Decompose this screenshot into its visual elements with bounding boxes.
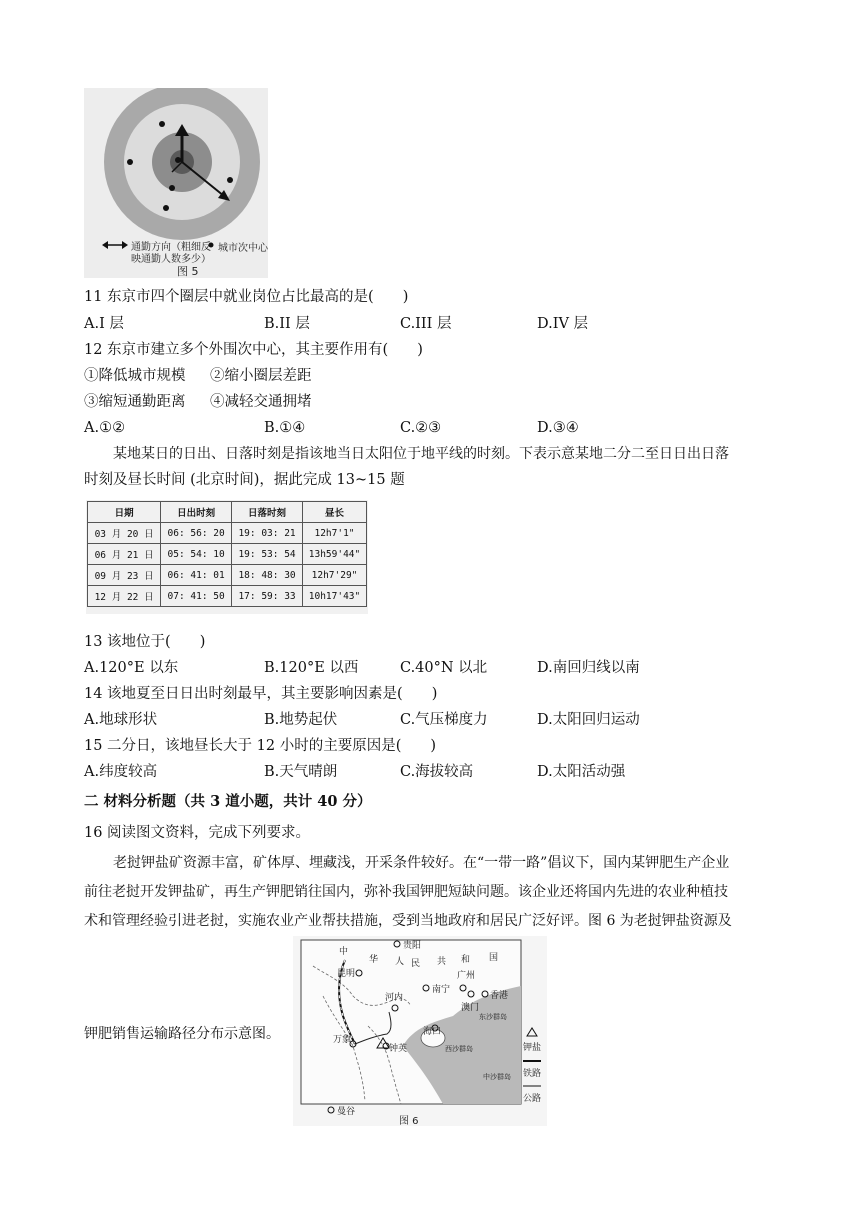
table-cell: 06 月 21 日 xyxy=(88,544,161,565)
table-cell: 03 月 20 日 xyxy=(88,523,161,544)
figure-6-caption: 图 6 xyxy=(399,1116,419,1127)
table-row xyxy=(88,544,367,565)
map-label-bangkok: 曼谷 xyxy=(337,1107,356,1117)
q11-option-a[interactable]: A.I 层 xyxy=(84,316,124,332)
table-cell: 13h59'44" xyxy=(303,544,367,565)
q15-option-c[interactable]: C.海拔较高 xyxy=(400,764,474,780)
subcenter-dot xyxy=(169,185,175,191)
q12-option-b[interactable]: B.①④ xyxy=(264,420,306,436)
q14-option-c[interactable]: C.气压梯度力 xyxy=(400,712,488,728)
subcenter-dot xyxy=(227,177,233,183)
map-label-vientiane: 万象 xyxy=(333,1035,352,1045)
map-label: 国 xyxy=(489,953,499,963)
q11-stem: 11 东京市四个圈层中就业岗位占比最高的是( ) xyxy=(84,289,409,305)
table-cell: 19: 03: 21 xyxy=(232,523,303,544)
subcenter-dot xyxy=(163,205,169,211)
map-label-zhongying: 钟英 xyxy=(389,1044,408,1054)
intro-line-2: 时刻及昼长时间 (北京时间)，据此完成 13~15 题 xyxy=(84,472,405,488)
q11-option-c[interactable]: C.III 层 xyxy=(400,316,452,332)
table-cell: 06: 56: 20 xyxy=(161,523,232,544)
legend-railway-label: 铁路 xyxy=(523,1069,542,1079)
q15-option-b[interactable]: B.天气晴朗 xyxy=(264,764,338,780)
q12-item-4: ④减轻交通拥堵 xyxy=(210,394,312,410)
table-cell: 19: 53: 54 xyxy=(232,544,303,565)
q16-para-line-4: 钾肥销售运输路径分布示意图。 xyxy=(84,1026,280,1042)
subcenter-dot xyxy=(127,159,133,165)
intro-line-1: 某地某日的日出、日落时刻是指该地当日太阳位于地平线的时刻。下表示意某地二分二至日日出日落 xyxy=(113,446,729,462)
map-label-macau: 澳门 xyxy=(461,1003,480,1013)
figure-5 xyxy=(84,88,268,278)
legend-dot-label: 城市次中心 xyxy=(218,243,268,254)
map-label: 共 xyxy=(437,957,447,967)
figure-5-caption: 图 5 xyxy=(177,265,199,278)
subcenter-dot xyxy=(175,157,181,163)
q15-option-d[interactable]: D.太阳活动强 xyxy=(537,764,626,780)
table-cell: 12 月 22 日 xyxy=(88,586,161,607)
legend-arrow-label-2: 映通勤人数多少） xyxy=(131,254,211,265)
table-cell: 05: 54: 10 xyxy=(161,544,232,565)
subcenter-dot xyxy=(159,121,165,127)
table-cell: 07: 41: 50 xyxy=(161,586,232,607)
table-cell: 06: 41: 01 xyxy=(161,565,232,586)
map-label-hanoi: 河内 xyxy=(385,993,404,1003)
table-header: 日落时刻 xyxy=(232,502,303,523)
map-label-nanning: 南宁 xyxy=(432,985,451,995)
table-cell: 12h7'1" xyxy=(303,523,367,544)
q12-item-1: ①降低城市规模 xyxy=(84,368,186,384)
map-label: 人 xyxy=(395,957,405,967)
map-label: 民 xyxy=(411,959,421,969)
q12-stem: 12 东京市建立多个外围次中心，其主要作用有( ) xyxy=(84,342,423,358)
q12-option-c[interactable]: C.②③ xyxy=(400,420,442,436)
table-row xyxy=(88,586,367,607)
table-header: 日期 xyxy=(88,502,161,523)
q13-option-c[interactable]: C.40°N 以北 xyxy=(400,660,488,676)
q13-stem: 13 该地位于( ) xyxy=(84,634,206,650)
table-header: 昼长 xyxy=(303,502,367,523)
q12-option-d[interactable]: D.③④ xyxy=(537,420,579,436)
q12-option-a[interactable]: A.①② xyxy=(84,420,126,436)
table-header-row xyxy=(88,502,367,523)
q14-stem: 14 该地夏至日日出时刻最早，其主要影响因素是( ) xyxy=(84,686,438,702)
map-label-hongkong: 香港 xyxy=(490,991,509,1001)
q12-item-2: ②缩小圈层差距 xyxy=(210,368,312,384)
table-row xyxy=(88,565,367,586)
map-label-guiyang: 贵阳 xyxy=(403,941,422,951)
sunrise-sunset-table xyxy=(86,500,368,614)
map-label-dongsha: 东沙群岛 xyxy=(479,1013,507,1021)
q14-option-b[interactable]: B.地势起伏 xyxy=(264,712,338,728)
q12-item-3: ③缩短通勤距离 xyxy=(84,394,186,410)
map-label: 中 xyxy=(339,947,349,957)
q16-para-line-1: 老挝钾盐矿资源丰富，矿体厚、埋藏浅，开采条件较好。在“一带一路”倡议下，国内某钾肥生产企业 xyxy=(113,855,730,871)
legend-potash-icon xyxy=(527,1028,537,1036)
q14-option-d[interactable]: D.太阳回归运动 xyxy=(537,712,640,728)
table-cell: 10h17'43" xyxy=(303,586,367,607)
table-cell: 09 月 23 日 xyxy=(88,565,161,586)
q16-para-line-3: 术和管理经验引进老挝，实施农业产业帮扶措施，受到当地政府和居民广泛好评。图 6 为老挝钾盐资源及 xyxy=(84,913,732,929)
map-label: 华 xyxy=(369,955,379,965)
map-label-zhongsha: 中沙群岛 xyxy=(483,1073,511,1081)
map-label-guangzhou: 广州 xyxy=(457,971,476,981)
map-label-haikou: 海口 xyxy=(423,1027,442,1037)
figure-6-map xyxy=(293,936,547,1126)
map-label: 和 xyxy=(461,955,471,965)
legend-potash-label: 钾盐 xyxy=(523,1043,542,1053)
legend-road-label: 公路 xyxy=(523,1094,542,1104)
q13-option-d[interactable]: D.南回归线以南 xyxy=(537,660,640,676)
table-cell: 18: 48: 30 xyxy=(232,565,303,586)
map-label-xisha: 西沙群岛 xyxy=(445,1045,473,1053)
q11-option-b[interactable]: B.II 层 xyxy=(264,316,310,332)
map-label-kunming: 昆明 xyxy=(337,969,356,979)
legend-arrow-label-1: 通勤方向（粗细反 xyxy=(131,242,211,253)
legend-arrow-icon xyxy=(102,241,128,249)
q13-option-b[interactable]: B.120°E 以西 xyxy=(264,660,359,676)
q16-para-line-2: 前往老挝开发钾盐矿，再生产钾肥销往国内，弥补我国钾肥短缺问题。该企业还将国内先进的农业种植技 xyxy=(84,884,728,900)
q15-option-a[interactable]: A.纬度较高 xyxy=(84,764,158,780)
table-cell: 17: 59: 33 xyxy=(232,586,303,607)
table-header: 日出时刻 xyxy=(161,502,232,523)
section-2-title: 二 材料分析题（共 3 道小题，共计 40 分） xyxy=(84,793,372,810)
q15-stem: 15 二分日，该地昼长大于 12 小时的主要原因是( ) xyxy=(84,738,437,754)
q14-option-a[interactable]: A.地球形状 xyxy=(84,712,158,728)
q13-option-a[interactable]: A.120°E 以东 xyxy=(84,660,179,676)
table-cell: 12h7'29" xyxy=(303,565,367,586)
table-row xyxy=(88,523,367,544)
q16-stem: 16 阅读图文资料，完成下列要求。 xyxy=(84,825,311,841)
q11-option-d[interactable]: D.IV 层 xyxy=(537,316,589,332)
